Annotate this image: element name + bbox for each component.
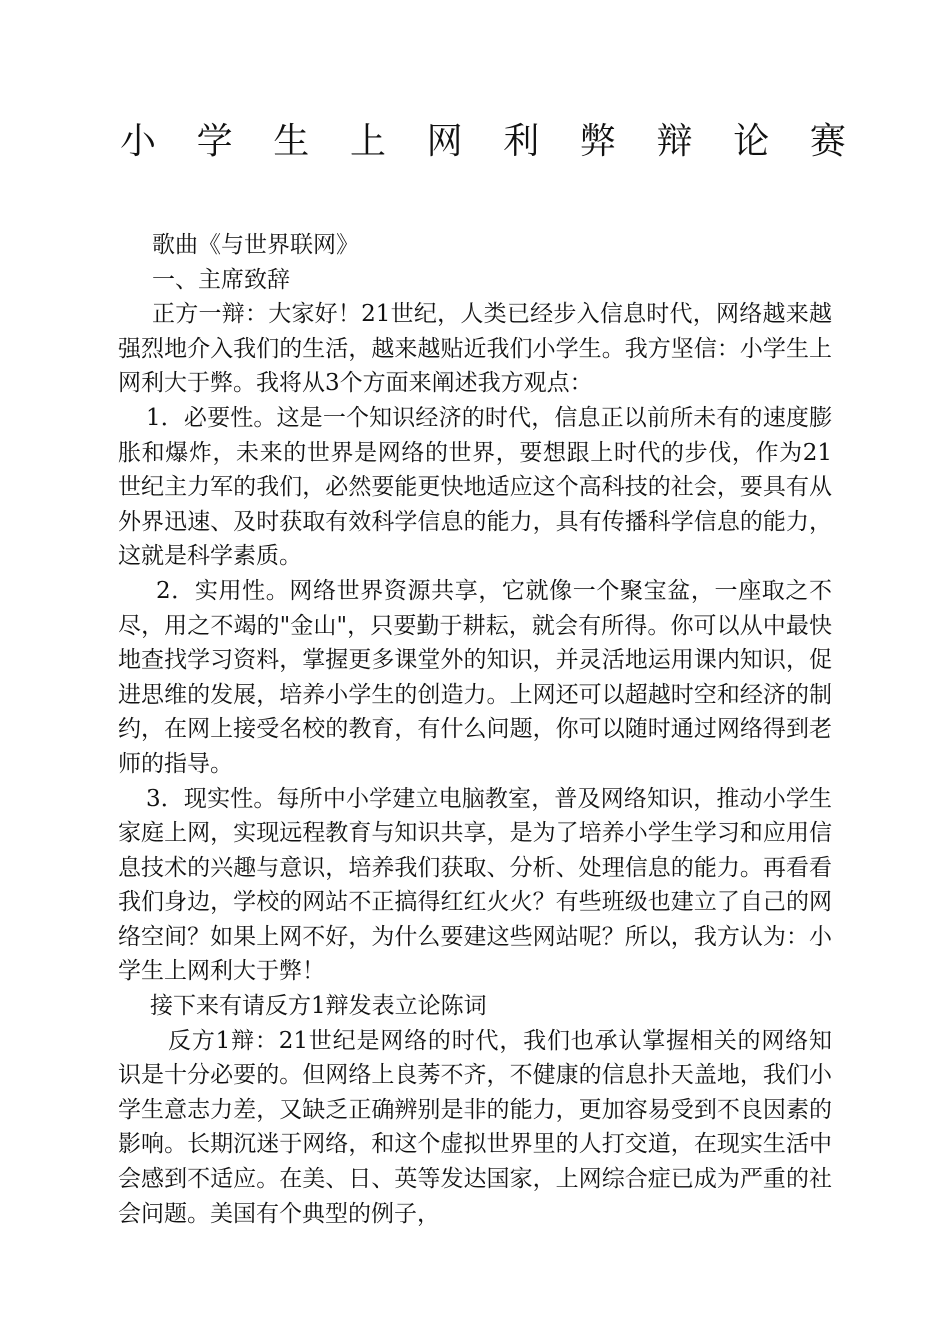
paragraph-point-practicality: 2．实用性。网络世界资源共享，它就像一个聚宝盆，一座取之不尽，用之不竭的"金山"，只要勤于耕耘，就会有所得。你可以从中最快地查找学习资料，掌握更多课堂外的知识，并灵活地运用课内知识，促进思维的发展，培养小学生的创造力。上网还可以超越时空和经济的制约，在网上接受名校的教育，有什么问题，你可以随时通过网络得到老师的指导。 — [118, 577, 832, 777]
title-char: 赛 — [809, 121, 846, 162]
paragraph-point-reality: 3．现实性。每所中小学建立电脑教室，普及网络知识，推动小学生家庭上网，实现远程教育与知识共享，是为了培养小学生学习和应用信息技术的兴趣与意识，培养我们获取、分析、处理信息的能力。再看看我们身边，学校的网站不正搞得红红火火？有些班级也建立了自己的网络空间？如果上网不好，为什么要建这些网站呢？所以，我方认为：小学生上网利大于弊！ — [118, 785, 832, 985]
section-heading: 一、主席致辞 — [152, 266, 290, 293]
title-char: 辩 — [656, 121, 693, 162]
title-char: 学 — [196, 121, 233, 162]
document-title — [118, 116, 848, 168]
title-char: 利 — [503, 121, 540, 162]
paragraph-negative-first: 反方1辩：21世纪是网络的时代，我们也承认掌握相关的网络知识是十分必要的。但网络上良莠不齐，不健康的信息扑天盖地，我们小学生意志力差，又缺乏正确辨别是非的能力，更加容易受到不良因素的影响。长期沉迷于网络，和这个虚拟世界里的人打交道，在现实生活中会感到不适应。在美、日、英等发达国家，上网综合症已成为严重的社会问题。美国有个典型的例子， — [118, 1027, 832, 1227]
paragraph-transition: 接下来有请反方1辩发表立论陈词 — [150, 993, 487, 1020]
paragraph-affirmative-first: 正方一辩：大家好！21世纪，人类已经步入信息时代，网络越来越强烈地介入我们的生活，越来越贴近我们小学生。我方坚信：小学生上网利大于弊。我将从3个方面来阐述我方观点： — [118, 301, 832, 397]
title-char: 弊 — [579, 121, 616, 162]
title-char: 小 — [119, 121, 156, 162]
document-body — [118, 228, 832, 1231]
title-char: 上 — [349, 121, 386, 162]
title-char: 论 — [733, 121, 770, 162]
title-char: 网 — [426, 121, 463, 162]
song-line: 歌曲《与世界联网》 — [152, 232, 359, 258]
paragraph-point-necessity: 1．必要性。这是一个知识经济的时代，信息正以前所未有的速度膨胀和爆炸，未来的世界是网络的世界，要想跟上时代的步伐，作为21世纪主力军的我们，必然要能更快地适应这个高科技的社会，要具有从外界迅速、及时获取有效科学信息的能力，具有传播科学信息的能力，这就是科学素质。 — [118, 404, 832, 570]
title-char: 生 — [273, 121, 310, 162]
